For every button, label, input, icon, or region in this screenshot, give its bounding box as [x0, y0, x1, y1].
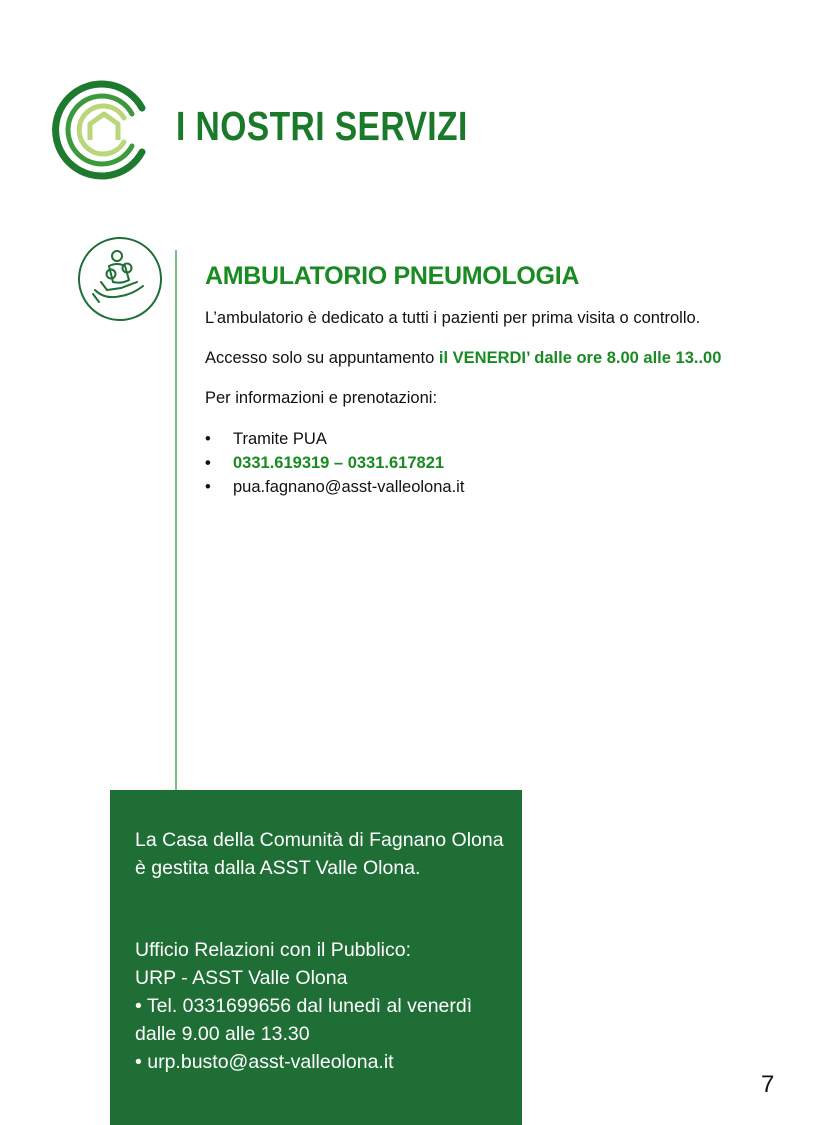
contact-list — [205, 427, 785, 499]
info-label: Per informazioni e prenotazioni: — [205, 389, 438, 407]
urp-hours: dalle 9.00 alle 13.30 — [135, 1023, 310, 1045]
urp-title: Ufficio Relazioni con il Pubblico: — [135, 939, 412, 961]
access-info — [205, 347, 785, 369]
page-title: I NOSTRI SERVIZI — [176, 103, 468, 149]
doctor-care-hand-icon — [77, 236, 163, 322]
access-prefix: Accesso solo su appuntamento — [205, 349, 439, 367]
urp-name: URP - ASST Valle Olona — [135, 967, 348, 989]
service-section — [205, 262, 785, 499]
contact-phone: • 0331.619319 – 0331.617821 — [205, 451, 785, 475]
contact-pua: • Tramite PUA — [205, 427, 785, 451]
urp-phone: • Tel. 0331699656 dal lunedì al venerdì — [135, 995, 473, 1017]
infobox-line-1: La Casa della Comunità di Fagnano Olona — [135, 829, 504, 851]
service-heading: AMBULATORIO PNEUMOLOGIA — [205, 262, 580, 290]
service-description: L’ambulatorio è dedicato a tutti i pazienti per prima visita o controllo. — [205, 309, 701, 327]
contact-email: • pua.fagnano@asst-valleolona.it — [205, 475, 785, 499]
infobox-line-2: è gestita dalla ASST Valle Olona. — [135, 857, 421, 879]
info-box — [110, 790, 522, 1125]
page-number: 7 — [761, 1071, 775, 1098]
urp-email: • urp.busto@asst-valleolona.it — [135, 1051, 394, 1073]
community-house-logo-icon — [50, 78, 154, 182]
vertical-divider — [175, 250, 177, 790]
access-schedule: il VENERDI’ dalle ore 8.00 alle 13..00 — [438, 349, 722, 367]
